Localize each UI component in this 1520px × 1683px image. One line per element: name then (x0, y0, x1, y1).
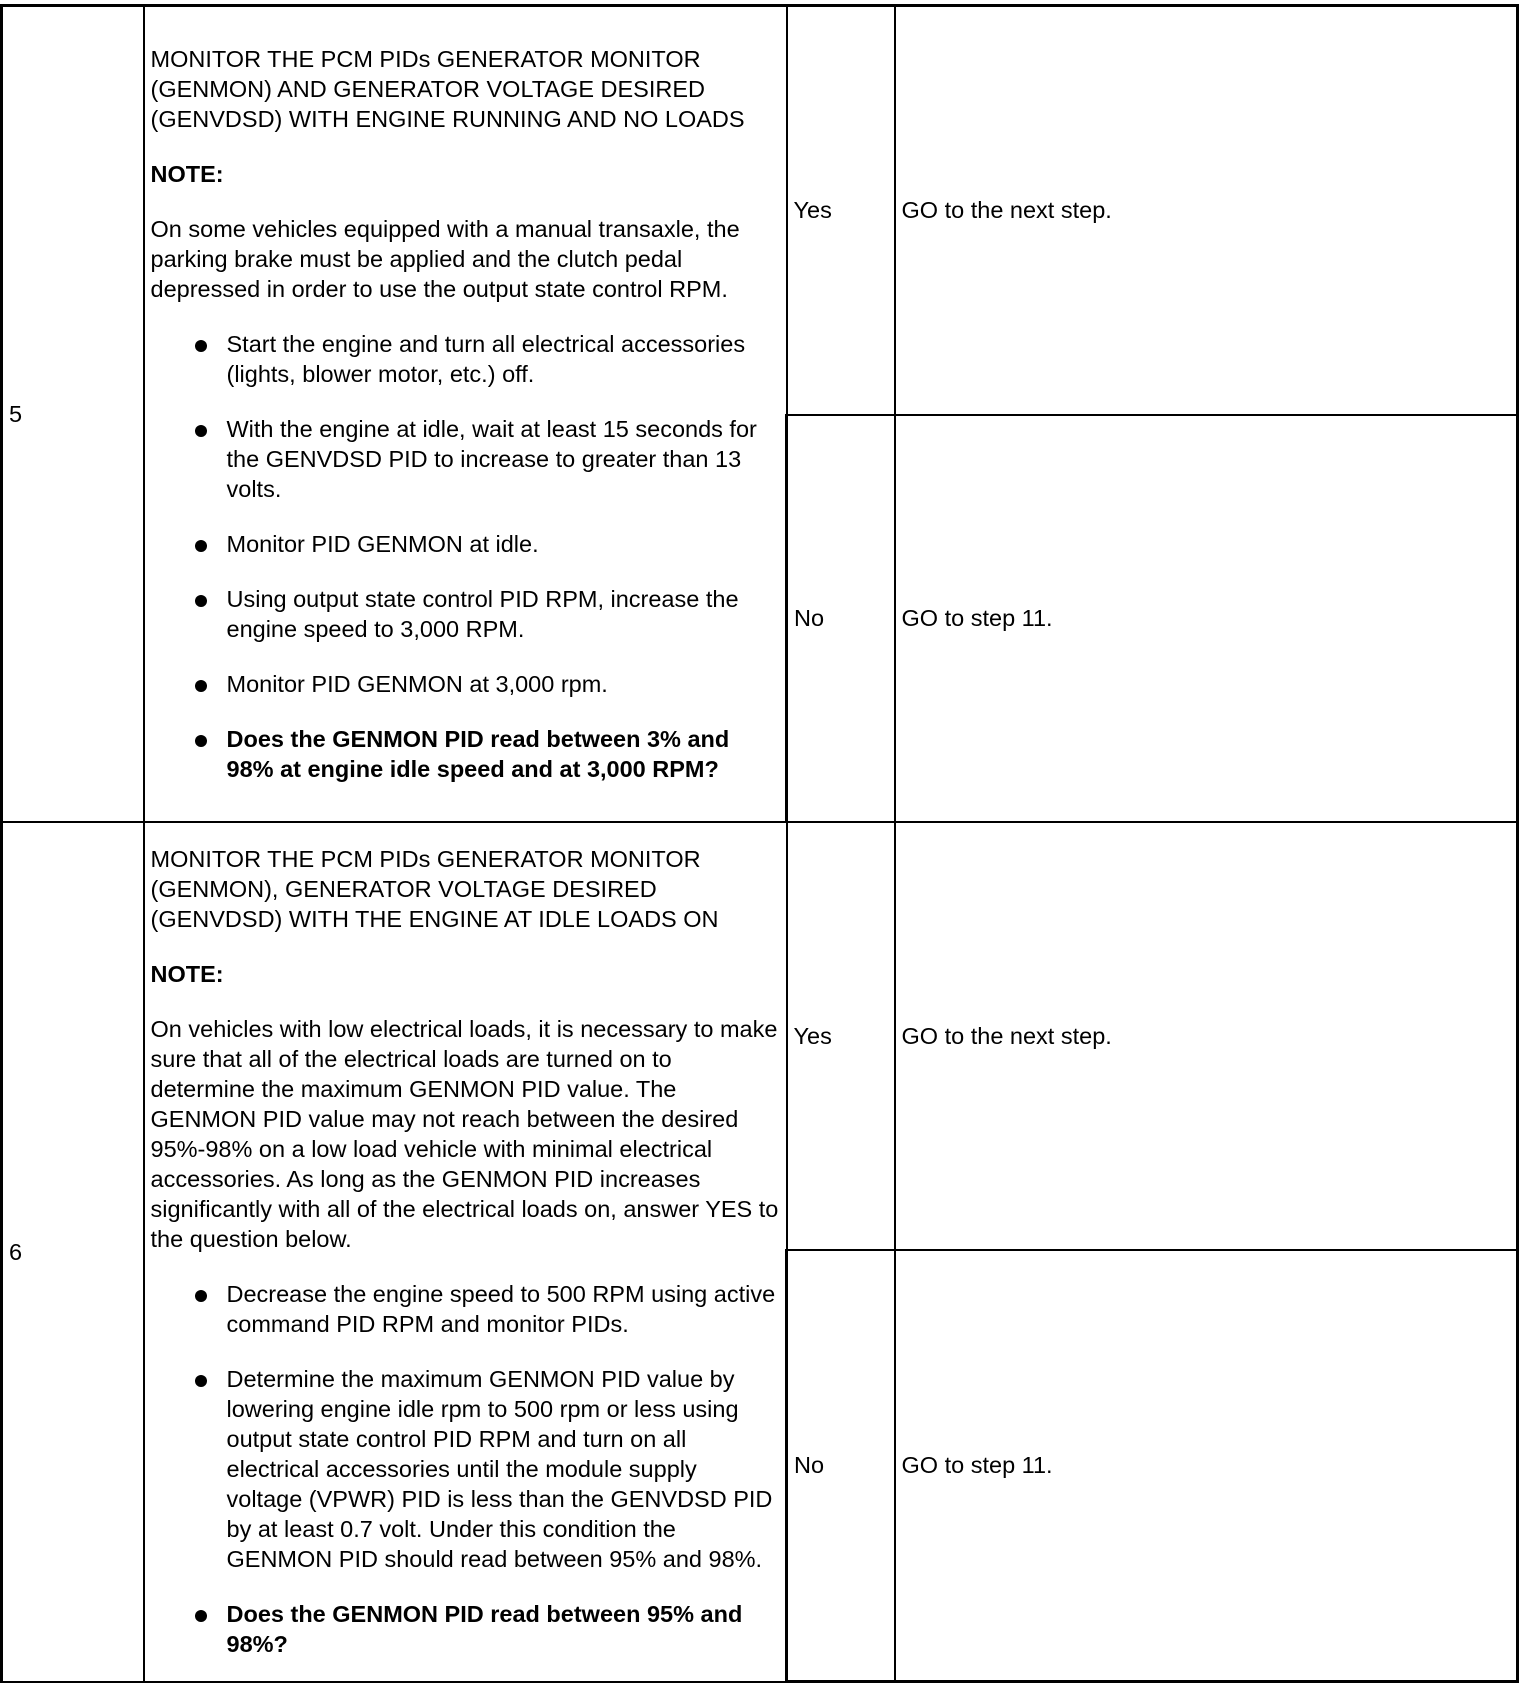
test-title: MONITOR THE PCM PIDs GENERATOR MONITOR (GENMON), GENERATOR VOLTAGE DESIRED (GENVDSD) WITH THE ENGINE AT IDLE LOADS ON (150, 846, 719, 932)
no-label: No (787, 1250, 895, 1682)
action-item: Start the engine and turn all electrical accessories (lights, blower motor, etc.) off. (219, 329, 780, 389)
action-item: With the engine at idle, wait at least 15 seconds for the GENVDSD PID to increase to greater than 13 volts. (219, 414, 780, 504)
step-number: 5 (2, 6, 144, 822)
note-label: NOTE: (150, 160, 224, 187)
yes-label: Yes (787, 822, 895, 1250)
no-action: GO to step 11. (895, 415, 1518, 822)
yes-label: Yes (787, 6, 895, 415)
diagnostic-table (0, 4, 1519, 1683)
action-list (151, 329, 780, 784)
note-label: NOTE: (150, 961, 224, 987)
test-cell (144, 6, 787, 822)
test-title: MONITOR THE PCM PIDs GENERATOR MONITOR (GENMON) AND GENERATOR VOLTAGE DESIRED (GENVDSD) WITH ENGINE RUNNING AND NO LOADS (150, 45, 745, 132)
question-item: Does the GENMON PID read between 3% and 98% at engine idle speed and at 3,000 RPM? (219, 724, 780, 784)
action-item: Using output state control PID RPM, increase the engine speed to 3,000 RPM. (219, 584, 780, 644)
table-row-step-5 (2, 6, 1518, 415)
question-item: Does the GENMON PID read between 95% and 98%? (219, 1599, 780, 1659)
step-number: 6 (2, 822, 144, 1682)
action-item: Monitor PID GENMON at 3,000 rpm. (219, 669, 780, 699)
no-label: No (787, 415, 895, 822)
test-cell (144, 822, 787, 1682)
yes-action: GO to the next step. (895, 822, 1518, 1250)
action-item: Decrease the engine speed to 500 RPM using active command PID RPM and monitor PIDs. (219, 1279, 780, 1339)
action-list (151, 1279, 780, 1659)
table-row-step-6 (2, 822, 1518, 1250)
action-item: Monitor PID GENMON at idle. (219, 529, 780, 559)
action-item: Determine the maximum GENMON PID value by lowering engine idle rpm to 500 rpm or less using output state control PID RPM and turn on all electrical accessories until the module supply voltage (VPWR) PID is less than the GENVDSD PID by at least 0.7 volt. Under this condition the GENMON PID should read between 95% and 98%. (219, 1364, 780, 1574)
yes-action: GO to the next step. (895, 6, 1518, 415)
note-text: On some vehicles equipped with a manual transaxle, the parking brake must be applied and the clutch pedal depressed in order to use the output state control RPM. (150, 215, 740, 302)
note-text: On vehicles with low electrical loads, it is necessary to make sure that all of the electrical loads are turned on to determine the maximum GENMON PID value. The GENMON PID value may not reach between the desired 95%-98% on a low load vehicle with minimal electrical accessories. As long as the GENMON PID increases significantly with all of the electrical loads on, answer YES to the question below. (150, 1016, 779, 1252)
no-action: GO to step 11. (895, 1250, 1518, 1682)
